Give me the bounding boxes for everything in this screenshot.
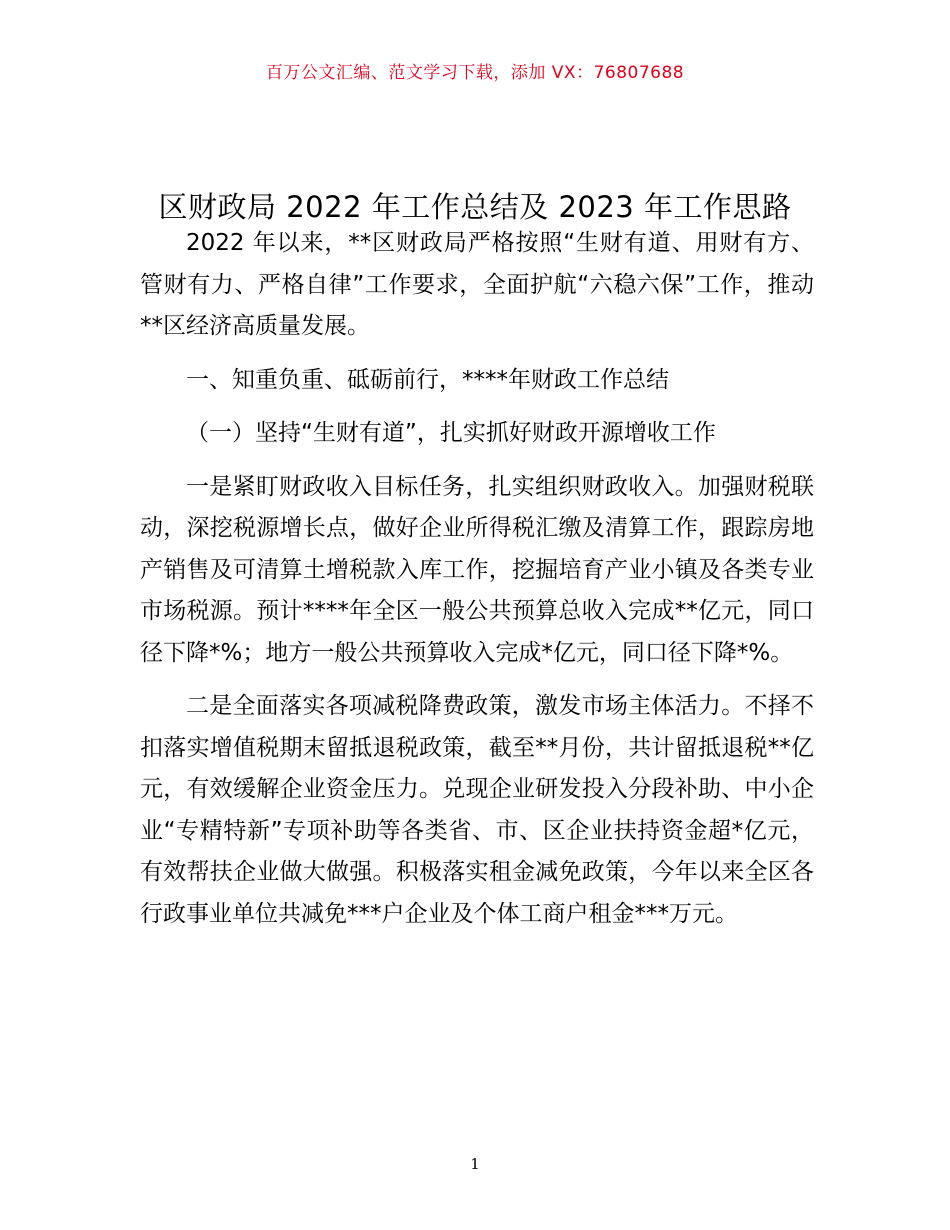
watermark-banner: 百万公文汇编、范文学习下载，添加 VX：76807688 (265, 63, 685, 83)
page-number: 1 (470, 1155, 480, 1173)
body-paragraph-item-2: 二是全面落实各项减税降费政策，激发市场主体活力。不择不扣落实增值税期末留抵退税政策，截至**月份，共计留抵退税**亿元，有效缓解企业资金压力。兑现企业研发投入分段补助、中小企业“专精特新”专项补助等各类省、市、区企业扶持资金超*亿元，有效帮扶企业做大做强。积极落实租金减免政策，今年以来全区各行政事业单位共减免***户企业及个体工商户租金***万元。 (140, 693, 814, 927)
intro-paragraph: 2022 年以来，**区财政局严格按照“生财有道、用财有方、管财有力、严格自律”工作要求，全面护航“六稳六保”工作，推动**区经济高质量发展。 (140, 230, 814, 339)
document-title: 区财政局 2022 年工作总结及 2023 年工作思路 (158, 190, 792, 225)
document-body (140, 223, 814, 935)
subsection-heading-1: （一）坚持“生财有道”，扎实抓好财政开源增收工作 (186, 420, 716, 446)
body-paragraph-item-1: 一是紧盯财政收入目标任务，扎实组织财政收入。加强财税联动，深挖税源增长点，做好企业所得税汇缴及清算工作，跟踪房地产销售及可清算土增税款入库工作，挖掘培育产业小镇及各类专业市场税源。预计****年全区一般公共预算总收入完成**亿元，同口径下降*%；地方一般公共预算收入完成*亿元，同口径下降*%。 (140, 473, 814, 666)
section-heading-1: 一、知重负重、砥砺前行，****年财政工作总结 (186, 366, 669, 393)
